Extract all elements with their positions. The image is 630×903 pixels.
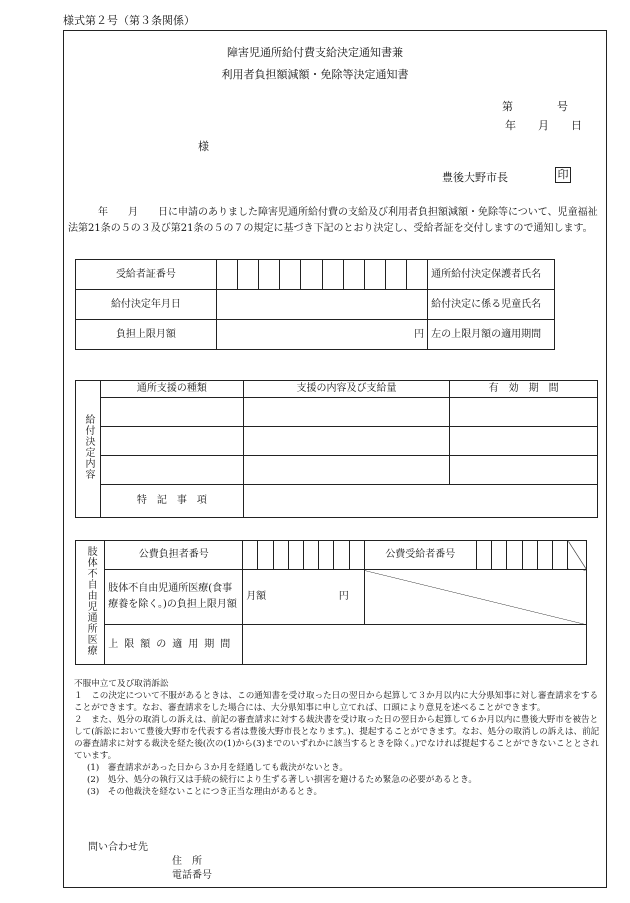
benefit-row-1-type[interactable] bbox=[100, 398, 243, 427]
note-2-sub-3: (3) その他裁決を経ないことにつき正当な理由があるとき。 bbox=[87, 787, 323, 797]
cert-digit-10[interactable] bbox=[407, 260, 428, 290]
cert-digit-3[interactable] bbox=[259, 260, 280, 290]
note-2: ２ また、処分の取消しの訴えは、前記の審査請求に対する裁決書を受け取った日の翌日から起算して６か月以内に豊後大野市を被告として(訴訟において豊後大野市を代表する者は豊後大野市長となります。)、提起することができます。なお、処分の取消しの訴えは、前記の審査請求に対する裁決を経た後(次の(1)から(3)までのいずれかに該当するときを除く。)でなければ提起することができないこととされています。 bbox=[74, 715, 600, 761]
col-service-type: 通所支援の種類 bbox=[100, 381, 243, 398]
benefit-table bbox=[75, 380, 598, 518]
period-label: 左の上限月額の適用期間 bbox=[428, 320, 555, 350]
issuer: 豊後大野市長 bbox=[442, 171, 508, 184]
payer-digit-5[interactable] bbox=[303, 541, 318, 570]
recipient-digit-4[interactable] bbox=[522, 541, 537, 570]
recipient-digit-6[interactable] bbox=[552, 541, 567, 570]
benefit-row-1-period[interactable] bbox=[450, 398, 598, 427]
payer-digit-4[interactable] bbox=[288, 541, 303, 570]
title-line-2: 利用者負担額減額・免除等決定通知書 bbox=[221, 68, 409, 81]
notes-heading: 不服申立て及び取消訴訟 bbox=[74, 679, 169, 689]
payer-digit-3[interactable] bbox=[273, 541, 288, 570]
decision-date-value[interactable] bbox=[216, 290, 427, 320]
benefit-side-label: 給付決定内容 bbox=[76, 381, 101, 518]
medical-side-label: 肢体不自由児通所医療 bbox=[76, 541, 105, 665]
title-line-1: 障害児通所給付費支給決定通知書兼 bbox=[227, 46, 403, 59]
payer-digit-6[interactable] bbox=[319, 541, 334, 570]
medical-blank-diagonal bbox=[364, 570, 586, 625]
payer-digit-2[interactable] bbox=[258, 541, 273, 570]
monthly-value[interactable] bbox=[243, 570, 365, 625]
cert-digit-1[interactable] bbox=[216, 260, 237, 290]
special-notes-value[interactable] bbox=[243, 485, 597, 518]
cert-digit-8[interactable] bbox=[364, 260, 385, 290]
benefit-row-3-period[interactable] bbox=[450, 456, 598, 485]
recipient-no-label: 公費受給者番号 bbox=[364, 541, 476, 570]
cert-digit-7[interactable] bbox=[343, 260, 364, 290]
limit-value[interactable] bbox=[216, 320, 427, 350]
recipient-digit-5[interactable] bbox=[537, 541, 552, 570]
form-number: 様式第２号（第３条関係） bbox=[63, 14, 195, 27]
recipient-suffix: 様 bbox=[198, 140, 209, 153]
note-2-sub-1: (1) 審査請求があった日から３か月を経過しても裁決がないとき。 bbox=[87, 763, 348, 773]
guardian-label: 通所給付決定保護者氏名 bbox=[428, 260, 555, 290]
limit-yen: 円 bbox=[414, 328, 425, 340]
payer-no-label: 公費負担者番号 bbox=[105, 541, 243, 570]
benefit-row-2-type[interactable] bbox=[100, 427, 243, 456]
recipient-digit-1[interactable] bbox=[476, 541, 491, 570]
contact-heading: 問い合わせ先 bbox=[88, 842, 148, 853]
note-2-sub-2: (2) 処分、処分の執行又は手続の続行により生ずる著しい損害を避けるため緊急の必要があるとき。 bbox=[87, 775, 477, 785]
benefit-row-3-type[interactable] bbox=[100, 456, 243, 485]
payer-digit-8[interactable] bbox=[349, 541, 364, 570]
payer-digit-1[interactable] bbox=[243, 541, 258, 570]
recipient-table bbox=[75, 259, 555, 350]
col-content: 支援の内容及び支給量 bbox=[243, 381, 450, 398]
cert-digit-4[interactable] bbox=[280, 260, 301, 290]
monthly-yen: 円 bbox=[338, 591, 349, 602]
recipient-digit-2[interactable] bbox=[492, 541, 507, 570]
benefit-row-3-content[interactable] bbox=[243, 456, 450, 485]
monthly-label: 月額 bbox=[246, 591, 267, 602]
limit-period-value[interactable] bbox=[243, 625, 587, 665]
doc-number: 第 号 bbox=[502, 100, 568, 113]
appeal-notes bbox=[74, 678, 602, 798]
child-label: 給付決定に係る児童氏名 bbox=[428, 290, 555, 320]
cert-digit-2[interactable] bbox=[238, 260, 259, 290]
note-1: １ この決定について不服があるときは、この通知書を受け取った日の翌日から起算して３か月以内に大分県知事に対し審査請求をすることができます。なお、審査請求をした場合には、大分県知事に申し立てれば、口頭により意見を述べることができます。 bbox=[74, 691, 599, 713]
seal-box: 印 bbox=[555, 167, 571, 183]
doc-date: 年 月 日 bbox=[505, 119, 582, 132]
col-period: 有 効 期 間 bbox=[450, 381, 598, 398]
payer-digit-7[interactable] bbox=[334, 541, 349, 570]
intro-paragraph: 年 月 日に申請のありました障害児通所給付費の支給及び利用者負担額減額・免除等について、児童福祉法第21条の５の３及び第21条の５の７の規定に基づき下記のとおり決定し、受給者証を交付しますので通知します。 bbox=[68, 207, 598, 234]
limit-period-label: 上限額の適用期間 bbox=[105, 625, 243, 665]
recipient-digit-7[interactable] bbox=[568, 541, 587, 570]
recipient-digit-3[interactable] bbox=[507, 541, 522, 570]
benefit-row-2-period[interactable] bbox=[450, 427, 598, 456]
special-notes-label: 特 記 事 項 bbox=[100, 485, 243, 518]
benefit-row-2-content[interactable] bbox=[243, 427, 450, 456]
cert-digit-5[interactable] bbox=[301, 260, 322, 290]
decision-date-label: 給付決定年月日 bbox=[76, 290, 217, 320]
contact-address: 住 所 bbox=[172, 856, 202, 867]
medical-table bbox=[75, 540, 587, 665]
medical-limit-label: 肢体不自由児通所医療(食事療養を除く。)の負担上限月額 bbox=[105, 570, 243, 625]
cert-digit-6[interactable] bbox=[322, 260, 343, 290]
contact-phone: 電話番号 bbox=[172, 870, 212, 881]
cert-digit-9[interactable] bbox=[385, 260, 406, 290]
benefit-row-1-content[interactable] bbox=[243, 398, 450, 427]
limit-label: 負担上限月額 bbox=[76, 320, 217, 350]
cert-no-label: 受給者証番号 bbox=[76, 260, 217, 290]
